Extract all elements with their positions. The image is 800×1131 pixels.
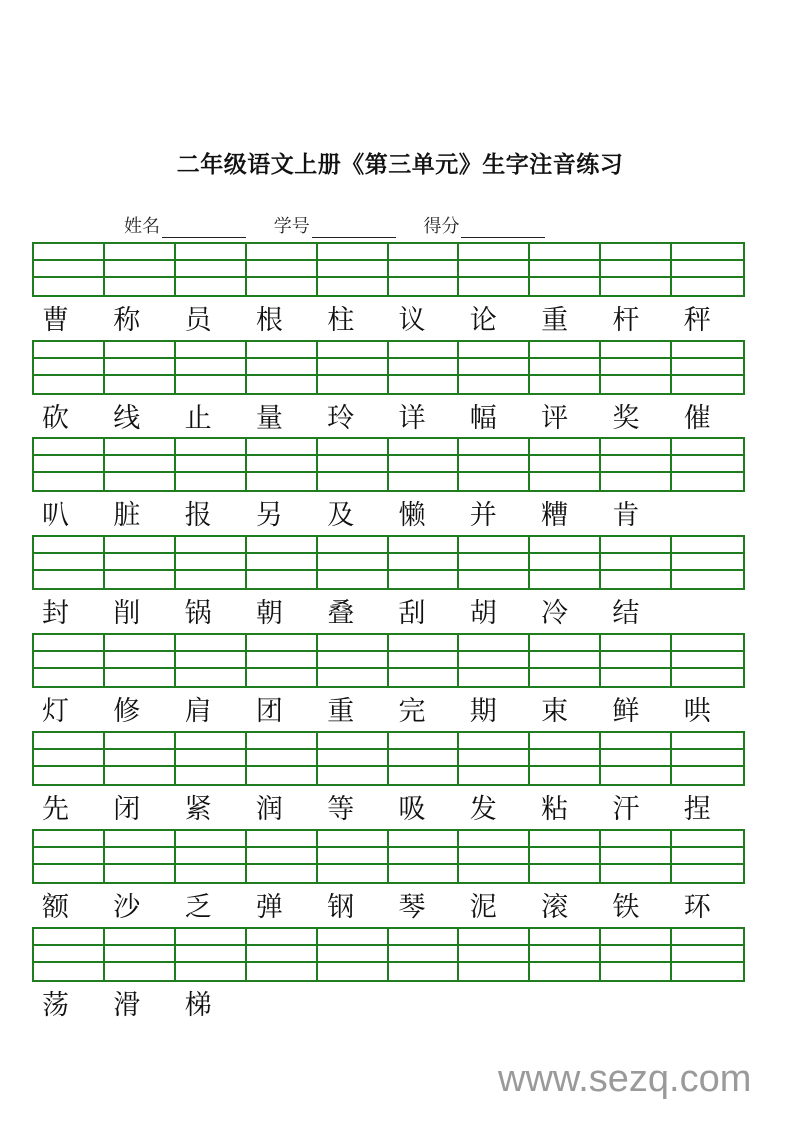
hanzi-character: 议 (398, 305, 426, 336)
pinyin-writing-grid (32, 829, 745, 884)
pinyin-cell[interactable] (601, 831, 672, 882)
pinyin-cell[interactable] (176, 831, 247, 882)
pinyin-cell[interactable] (672, 831, 743, 882)
hanzi-character: 报 (184, 500, 212, 531)
hanzi-character: 冷 (541, 598, 569, 629)
pinyin-cell[interactable] (530, 244, 601, 295)
score-field (423, 212, 545, 238)
pinyin-cell[interactable] (530, 929, 601, 980)
pinyin-cell[interactable] (601, 244, 672, 295)
pinyin-cell[interactable] (530, 537, 601, 588)
hanzi-character (674, 496, 745, 536)
hanzi-character: 完 (398, 696, 426, 727)
pinyin-cell[interactable] (176, 929, 247, 980)
pinyin-cell[interactable] (176, 733, 247, 784)
pinyin-cell[interactable] (389, 439, 460, 490)
hanzi-character: 闭 (113, 794, 141, 825)
hanzi-character: 封 (42, 598, 69, 629)
hanzi-character: 沙 (113, 892, 141, 923)
hanzi-character: 懒 (398, 500, 426, 531)
pinyin-cell[interactable] (105, 537, 176, 588)
hanzi-character: 滑 (113, 990, 141, 1021)
hanzi-character: 团 (255, 696, 283, 727)
hanzi-character: 重 (541, 305, 569, 336)
pinyin-cell[interactable] (530, 342, 601, 393)
pinyin-cell[interactable] (34, 831, 105, 882)
pinyin-cell[interactable] (672, 537, 743, 588)
pinyin-cell[interactable] (247, 439, 318, 490)
pinyin-cell[interactable] (530, 635, 601, 686)
pinyin-cell[interactable] (318, 733, 389, 784)
pinyin-cell[interactable] (34, 733, 105, 784)
hanzi-character: 肯 (612, 500, 640, 531)
hanzi-character: 乏 (184, 892, 212, 923)
hanzi-character: 脏 (113, 500, 141, 531)
pinyin-cell[interactable] (389, 537, 460, 588)
hanzi-character: 束 (541, 696, 569, 727)
hanzi-character: 鲜 (612, 696, 640, 727)
hanzi-character: 锅 (184, 598, 212, 629)
pinyin-cell[interactable] (318, 342, 389, 393)
hanzi-character: 汗 (612, 794, 640, 825)
hanzi-character: 滚 (541, 892, 569, 923)
pinyin-cell[interactable] (105, 342, 176, 393)
hanzi-character: 吸 (398, 794, 426, 825)
pinyin-writing-grid (32, 633, 745, 688)
pinyin-cell[interactable] (672, 635, 743, 686)
pinyin-writing-grid (32, 437, 745, 492)
pinyin-writing-grid (32, 340, 745, 395)
hanzi-character: 叭 (42, 500, 69, 531)
pinyin-cell[interactable] (530, 831, 601, 882)
hanzi-character (602, 986, 673, 1026)
pinyin-cell[interactable] (176, 244, 247, 295)
practice-block (32, 633, 745, 732)
hanzi-character: 削 (113, 598, 141, 629)
pinyin-cell[interactable] (601, 929, 672, 980)
character-row (32, 986, 745, 1026)
pinyin-cell[interactable] (389, 733, 460, 784)
pinyin-cell[interactable] (459, 439, 530, 490)
pinyin-cell[interactable] (34, 537, 105, 588)
score-blank[interactable] (461, 219, 545, 238)
pinyin-cell[interactable] (389, 831, 460, 882)
pinyin-cell[interactable] (34, 342, 105, 393)
pinyin-cell[interactable] (247, 244, 318, 295)
character-row (32, 888, 745, 928)
hanzi-character: 发 (469, 794, 497, 825)
hanzi-character: 铁 (612, 892, 640, 923)
student-number-label: 学号 (273, 216, 310, 237)
hanzi-character: 泥 (469, 892, 497, 923)
hanzi-character (389, 986, 460, 1026)
pinyin-cell[interactable] (247, 733, 318, 784)
pinyin-cell[interactable] (105, 733, 176, 784)
hanzi-character: 幅 (469, 403, 497, 434)
pinyin-cell[interactable] (672, 929, 743, 980)
hanzi-character: 紧 (184, 794, 212, 825)
pinyin-cell[interactable] (601, 635, 672, 686)
pinyin-cell[interactable] (389, 342, 460, 393)
hanzi-character: 哄 (683, 696, 711, 727)
hanzi-character (317, 986, 388, 1026)
pinyin-writing-grid (32, 927, 745, 982)
pinyin-cell[interactable] (459, 733, 530, 784)
pinyin-cell[interactable] (176, 537, 247, 588)
hanzi-character: 额 (42, 892, 69, 923)
practice-block (32, 829, 745, 928)
practice-block (32, 340, 745, 439)
character-row (32, 594, 745, 634)
pinyin-cell[interactable] (105, 831, 176, 882)
pinyin-cell[interactable] (672, 342, 743, 393)
hanzi-character: 重 (327, 696, 355, 727)
hanzi-character: 刮 (398, 598, 426, 629)
pinyin-cell[interactable] (389, 244, 460, 295)
pinyin-cell[interactable] (459, 537, 530, 588)
pinyin-cell[interactable] (318, 537, 389, 588)
hanzi-character: 曹 (42, 305, 69, 336)
pinyin-cell[interactable] (389, 635, 460, 686)
name-blank[interactable] (162, 219, 246, 238)
pinyin-cell[interactable] (34, 439, 105, 490)
hanzi-character: 荡 (42, 990, 69, 1021)
pinyin-cell[interactable] (672, 439, 743, 490)
hanzi-character: 杆 (612, 305, 640, 336)
hanzi-character: 柱 (327, 305, 355, 336)
pinyin-cell[interactable] (672, 244, 743, 295)
pinyin-cell[interactable] (105, 929, 176, 980)
hanzi-character (460, 986, 531, 1026)
hanzi-character: 玲 (327, 403, 355, 434)
student-number-blank[interactable] (312, 219, 396, 238)
hanzi-character: 梯 (184, 990, 212, 1021)
practice-block (32, 535, 745, 634)
pinyin-cell[interactable] (318, 831, 389, 882)
pinyin-cell[interactable] (318, 929, 389, 980)
pinyin-writing-grid (32, 535, 745, 590)
pinyin-cell[interactable] (389, 929, 460, 980)
pinyin-cell[interactable] (247, 342, 318, 393)
hanzi-character: 修 (113, 696, 141, 727)
pinyin-cell[interactable] (105, 439, 176, 490)
hanzi-character: 并 (469, 500, 497, 531)
hanzi-character: 肩 (184, 696, 212, 727)
student-number-field (274, 212, 396, 238)
watermark: www.sezq.com (498, 1058, 752, 1100)
hanzi-character: 朝 (255, 598, 283, 629)
character-row (32, 790, 745, 830)
pinyin-cell[interactable] (318, 635, 389, 686)
hanzi-character: 弹 (255, 892, 283, 923)
hanzi-character (531, 986, 602, 1026)
character-row (32, 301, 745, 341)
hanzi-character: 润 (255, 794, 283, 825)
pinyin-writing-grid (32, 731, 745, 786)
hanzi-character: 催 (683, 403, 711, 434)
pinyin-cell[interactable] (601, 537, 672, 588)
pinyin-writing-grid (32, 242, 745, 297)
pinyin-cell[interactable] (34, 929, 105, 980)
pinyin-cell[interactable] (601, 439, 672, 490)
pinyin-cell[interactable] (176, 635, 247, 686)
pinyin-cell[interactable] (247, 537, 318, 588)
pinyin-cell[interactable] (459, 635, 530, 686)
hanzi-character: 等 (327, 794, 355, 825)
hanzi-character: 详 (398, 403, 426, 434)
hanzi-character: 员 (184, 305, 212, 336)
pinyin-cell[interactable] (105, 635, 176, 686)
hanzi-character: 粘 (541, 794, 569, 825)
pinyin-cell[interactable] (176, 342, 247, 393)
pinyin-cell[interactable] (459, 929, 530, 980)
pinyin-cell[interactable] (530, 733, 601, 784)
hanzi-character: 砍 (42, 403, 69, 434)
character-row (32, 496, 745, 536)
hanzi-character: 叠 (327, 598, 355, 629)
hanzi-character: 另 (255, 500, 283, 531)
hanzi-character: 琴 (398, 892, 426, 923)
page-title: 二年级语文上册《第三单元》生字注音练习 (176, 152, 624, 178)
hanzi-character: 捏 (683, 794, 711, 825)
practice-block (32, 731, 745, 830)
pinyin-cell[interactable] (459, 342, 530, 393)
pinyin-cell[interactable] (176, 439, 247, 490)
hanzi-character: 奖 (612, 403, 640, 434)
score-label: 得分 (423, 216, 460, 237)
character-row (32, 692, 745, 732)
pinyin-cell[interactable] (318, 439, 389, 490)
hanzi-character: 线 (113, 403, 141, 434)
character-row (32, 399, 745, 439)
pinyin-cell[interactable] (672, 733, 743, 784)
pinyin-cell[interactable] (601, 733, 672, 784)
pinyin-cell[interactable] (459, 244, 530, 295)
pinyin-cell[interactable] (247, 831, 318, 882)
name-field (124, 212, 246, 238)
hanzi-character: 钢 (327, 892, 355, 923)
hanzi-character: 量 (255, 403, 283, 434)
hanzi-character: 及 (327, 500, 355, 531)
pinyin-cell[interactable] (601, 342, 672, 393)
hanzi-character: 评 (541, 403, 569, 434)
pinyin-cell[interactable] (459, 831, 530, 882)
hanzi-character: 糟 (541, 500, 569, 531)
hanzi-character: 灯 (42, 696, 69, 727)
practice-block (32, 927, 745, 1026)
hanzi-character (246, 986, 317, 1026)
pinyin-cell[interactable] (105, 244, 176, 295)
hanzi-character: 环 (683, 892, 711, 923)
practice-block (32, 437, 745, 536)
pinyin-cell[interactable] (318, 244, 389, 295)
name-label: 姓名 (124, 216, 160, 237)
hanzi-character: 结 (612, 598, 640, 629)
hanzi-character: 胡 (469, 598, 497, 629)
pinyin-cell[interactable] (247, 635, 318, 686)
pinyin-cell[interactable] (34, 244, 105, 295)
hanzi-character (674, 594, 745, 634)
student-info-row (124, 212, 567, 238)
practice-block (32, 242, 745, 341)
pinyin-cell[interactable] (530, 439, 601, 490)
hanzi-character: 根 (255, 305, 283, 336)
hanzi-character: 期 (469, 696, 497, 727)
hanzi-character (674, 986, 745, 1026)
hanzi-character: 论 (469, 305, 497, 336)
hanzi-character: 秤 (683, 305, 711, 336)
pinyin-cell[interactable] (34, 635, 105, 686)
hanzi-character: 止 (184, 403, 212, 434)
hanzi-character: 先 (42, 794, 69, 825)
hanzi-character: 称 (113, 305, 141, 336)
pinyin-cell[interactable] (247, 929, 318, 980)
